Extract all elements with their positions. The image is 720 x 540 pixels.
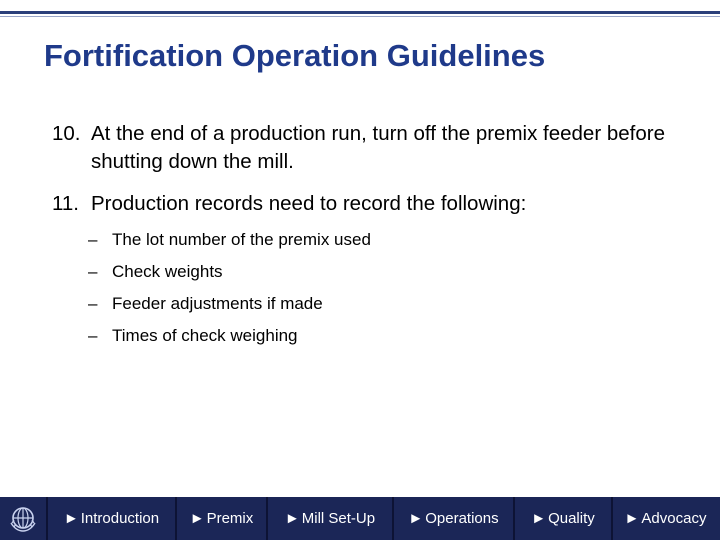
arrow-right-icon: ► <box>284 510 300 527</box>
slide-title: Fortification Operation Guidelines <box>44 38 546 73</box>
arrow-right-icon: ► <box>531 510 547 527</box>
arrow-right-icon: ► <box>408 510 424 527</box>
nav-label: Introduction <box>80 510 160 527</box>
globe-wheat-icon <box>0 497 48 540</box>
nav-label: Quality <box>548 510 595 527</box>
nav-operations[interactable] <box>394 497 515 540</box>
arrow-right-icon: ► <box>189 510 205 527</box>
sub-list-item <box>88 320 692 352</box>
item-number: 10. <box>52 122 81 145</box>
bottom-nav-bar <box>0 497 720 540</box>
nav-introduction[interactable] <box>48 497 177 540</box>
nav-label: Premix <box>206 510 254 527</box>
dash-bullet: – <box>88 230 98 249</box>
nav-label: Advocacy <box>641 510 707 527</box>
sub-list <box>88 224 692 352</box>
sub-list-item <box>88 256 692 288</box>
sub-item-text: Feeder adjustments if made <box>112 294 323 313</box>
arrow-right-icon: ► <box>63 510 79 527</box>
item-text: At the end of a production run, turn off the premix feeder before shutting down the mill. <box>91 122 665 173</box>
list-item-11 <box>52 190 692 218</box>
nav-quality[interactable] <box>515 497 613 540</box>
slide-content <box>52 120 692 352</box>
nav-label: Operations <box>425 510 499 527</box>
top-rule <box>0 11 720 14</box>
sub-item-text: The lot number of the premix used <box>112 230 371 249</box>
nav-advocacy[interactable] <box>613 497 718 540</box>
top-rule-thin <box>0 16 720 17</box>
dash-bullet: – <box>88 294 98 313</box>
item-number: 11. <box>52 192 79 215</box>
list-item-10 <box>52 120 692 176</box>
dash-bullet: – <box>88 326 98 345</box>
nav-label: Mill Set-Up <box>301 510 376 527</box>
arrow-right-icon: ► <box>624 510 640 527</box>
sub-item-text: Times of check weighing <box>112 326 298 345</box>
dash-bullet: – <box>88 262 98 281</box>
sub-list-item <box>88 288 692 320</box>
item-text: Production records need to record the following: <box>91 192 527 215</box>
nav-mill-setup[interactable] <box>268 497 394 540</box>
nav-premix[interactable] <box>177 497 268 540</box>
sub-list-item <box>88 224 692 256</box>
sub-item-text: Check weights <box>112 262 223 281</box>
